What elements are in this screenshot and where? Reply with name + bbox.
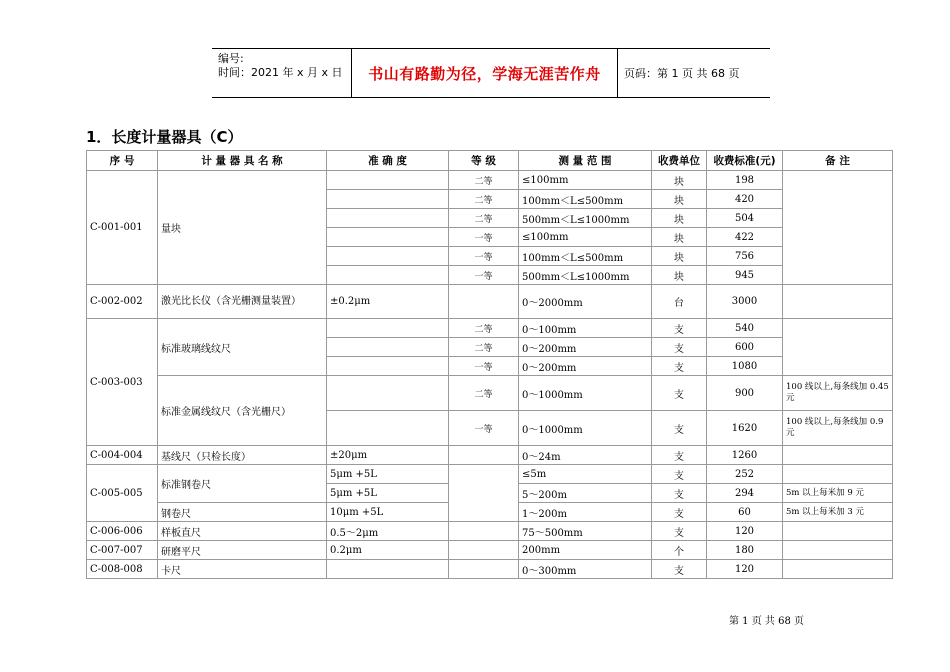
item-accuracy	[327, 247, 449, 266]
item-fee: 504	[707, 209, 783, 228]
item-unit: 个	[652, 541, 707, 560]
item-unit: 支	[652, 560, 707, 579]
item-grade: 一等	[449, 411, 519, 446]
item-note: 5m 以上每米加 9 元	[783, 484, 893, 503]
item-unit: 块	[652, 190, 707, 209]
page-footer: 第 1 页 共 68 页	[729, 616, 804, 627]
item-unit: 块	[652, 171, 707, 190]
item-accuracy	[327, 266, 449, 285]
item-name: 标准金属线纹尺（含光栅尺）	[158, 376, 327, 446]
item-accuracy	[327, 411, 449, 446]
item-fee: 252	[707, 465, 783, 484]
item-note: 100 线以上,每条线加 0.9 元	[783, 411, 893, 446]
col-header-fee: 收费标准(元)	[707, 151, 783, 171]
table-row	[87, 171, 893, 190]
col-header-unit: 收费单位	[652, 151, 707, 171]
item-accuracy	[327, 171, 449, 190]
item-range: 0～200mm	[519, 338, 652, 357]
item-fee: 600	[707, 338, 783, 357]
item-accuracy	[327, 209, 449, 228]
item-note	[783, 446, 893, 465]
item-note	[783, 522, 893, 541]
item-range: 0～1000mm	[519, 376, 652, 411]
item-note	[783, 560, 893, 579]
item-fee: 294	[707, 484, 783, 503]
item-range: 0～2000mm	[519, 285, 652, 319]
item-accuracy: ±20μm	[327, 446, 449, 465]
item-range: 0～1000mm	[519, 411, 652, 446]
table-row	[87, 376, 893, 411]
table-row	[87, 465, 893, 484]
item-unit: 支	[652, 484, 707, 503]
item-fee: 3000	[707, 285, 783, 319]
item-code: C-005-005	[87, 465, 158, 522]
item-code: C-007-007	[87, 541, 158, 560]
item-note: 100 线以上,每条线加 0.45 元	[783, 376, 893, 411]
item-range: 0～200mm	[519, 357, 652, 376]
item-fee: 60	[707, 503, 783, 522]
item-fee: 540	[707, 319, 783, 338]
col-header-accuracy: 准 确 度	[327, 151, 449, 171]
item-range: 75～500mm	[519, 522, 652, 541]
item-unit: 支	[652, 522, 707, 541]
item-accuracy: 10μm +5L	[327, 503, 449, 522]
item-unit: 块	[652, 209, 707, 228]
item-unit: 台	[652, 285, 707, 319]
item-accuracy	[327, 357, 449, 376]
item-unit: 支	[652, 319, 707, 338]
item-name: 量块	[158, 171, 327, 285]
item-code: C-001-001	[87, 171, 158, 285]
item-range: 0～300mm	[519, 560, 652, 579]
section-title: 1．长度计量器具（C）	[86, 128, 243, 146]
page-header	[212, 48, 770, 98]
item-accuracy: 0.2μm	[327, 541, 449, 560]
item-note: 5m 以上每米加 3 元	[783, 503, 893, 522]
item-code: C-002-002	[87, 285, 158, 319]
item-code: C-004-004	[87, 446, 158, 465]
col-header-name: 计 量 器 具 名 称	[158, 151, 327, 171]
item-note	[783, 541, 893, 560]
item-name: 标准钢卷尺	[158, 465, 327, 503]
item-grade	[449, 285, 519, 319]
item-fee: 1080	[707, 357, 783, 376]
motto: 书山有路勤为径，学海无涯苦作舟	[352, 49, 618, 97]
item-unit: 支	[652, 411, 707, 446]
item-accuracy	[327, 319, 449, 338]
col-header-range: 测 量 范 围	[519, 151, 652, 171]
item-accuracy	[327, 190, 449, 209]
item-fee: 120	[707, 522, 783, 541]
item-accuracy: ±0.2μm	[327, 285, 449, 319]
item-range: 500mm＜L≤1000mm	[519, 266, 652, 285]
item-accuracy	[327, 338, 449, 357]
item-range: 100mm＜L≤500mm	[519, 190, 652, 209]
col-header-grade: 等 级	[449, 151, 519, 171]
item-grade	[449, 446, 519, 465]
item-fee: 422	[707, 228, 783, 247]
table-header-row	[87, 151, 893, 171]
col-header-code: 序 号	[87, 151, 158, 171]
fee-table	[86, 150, 893, 579]
item-grade: 一等	[449, 357, 519, 376]
item-name: 标准玻璃线纹尺	[158, 319, 327, 376]
item-fee: 1620	[707, 411, 783, 446]
item-range: 500mm＜L≤1000mm	[519, 209, 652, 228]
item-accuracy	[327, 376, 449, 411]
item-name: 钢卷尺	[158, 503, 327, 522]
item-grade: 二等	[449, 338, 519, 357]
item-note	[783, 171, 893, 285]
item-unit: 块	[652, 228, 707, 247]
table-row	[87, 522, 893, 541]
item-range: 1～200m	[519, 503, 652, 522]
item-code: C-006-006	[87, 522, 158, 541]
item-fee: 198	[707, 171, 783, 190]
item-range: ≤100mm	[519, 171, 652, 190]
item-range: ≤100mm	[519, 228, 652, 247]
table-row	[87, 446, 893, 465]
item-unit: 支	[652, 446, 707, 465]
item-fee: 945	[707, 266, 783, 285]
item-accuracy: 0.5～2μm	[327, 522, 449, 541]
item-unit: 支	[652, 338, 707, 357]
item-unit: 支	[652, 465, 707, 484]
item-fee: 180	[707, 541, 783, 560]
item-grade: 二等	[449, 171, 519, 190]
col-header-note: 备 注	[783, 151, 893, 171]
item-fee: 756	[707, 247, 783, 266]
item-range: 200mm	[519, 541, 652, 560]
item-range: 0～100mm	[519, 319, 652, 338]
item-unit: 支	[652, 357, 707, 376]
item-grade: 二等	[449, 209, 519, 228]
table-row	[87, 285, 893, 319]
header-info	[212, 49, 352, 97]
item-grade	[449, 560, 519, 579]
item-accuracy	[327, 560, 449, 579]
item-grade	[449, 465, 519, 522]
item-unit: 块	[652, 266, 707, 285]
item-note	[783, 285, 893, 319]
table-row	[87, 560, 893, 579]
item-range: 0～24m	[519, 446, 652, 465]
item-fee: 900	[707, 376, 783, 411]
item-unit: 支	[652, 376, 707, 411]
item-range: 100mm＜L≤500mm	[519, 247, 652, 266]
item-grade: 二等	[449, 376, 519, 411]
item-name: 基线尺（只检长度）	[158, 446, 327, 465]
code-label: 编号:	[218, 52, 244, 65]
item-grade: 一等	[449, 247, 519, 266]
page-count: 页码：第 1 页 共 68 页	[624, 67, 740, 80]
table-row	[87, 319, 893, 338]
item-fee: 1260	[707, 446, 783, 465]
time-label: 时间：2021 年 x 月 x 日	[218, 66, 343, 79]
item-accuracy: 5μm +5L	[327, 484, 449, 503]
item-unit: 支	[652, 503, 707, 522]
item-grade: 二等	[449, 319, 519, 338]
item-grade: 一等	[449, 266, 519, 285]
item-accuracy: 5μm +5L	[327, 465, 449, 484]
item-fee: 420	[707, 190, 783, 209]
item-grade: 一等	[449, 228, 519, 247]
table-row	[87, 541, 893, 560]
item-name: 研磨平尺	[158, 541, 327, 560]
item-note	[783, 319, 893, 376]
item-accuracy	[327, 228, 449, 247]
item-code: C-008-008	[87, 560, 158, 579]
item-grade: 二等	[449, 190, 519, 209]
item-code: C-003-003	[87, 319, 158, 446]
item-range: ≤5m	[519, 465, 652, 484]
item-range: 5～200m	[519, 484, 652, 503]
item-name: 卡尺	[158, 560, 327, 579]
item-name: 样板直尺	[158, 522, 327, 541]
item-grade	[449, 541, 519, 560]
item-fee: 120	[707, 560, 783, 579]
item-grade	[449, 522, 519, 541]
item-unit: 块	[652, 247, 707, 266]
item-note	[783, 465, 893, 484]
item-name: 激光比长仪（含光栅测量装置）	[158, 285, 327, 319]
